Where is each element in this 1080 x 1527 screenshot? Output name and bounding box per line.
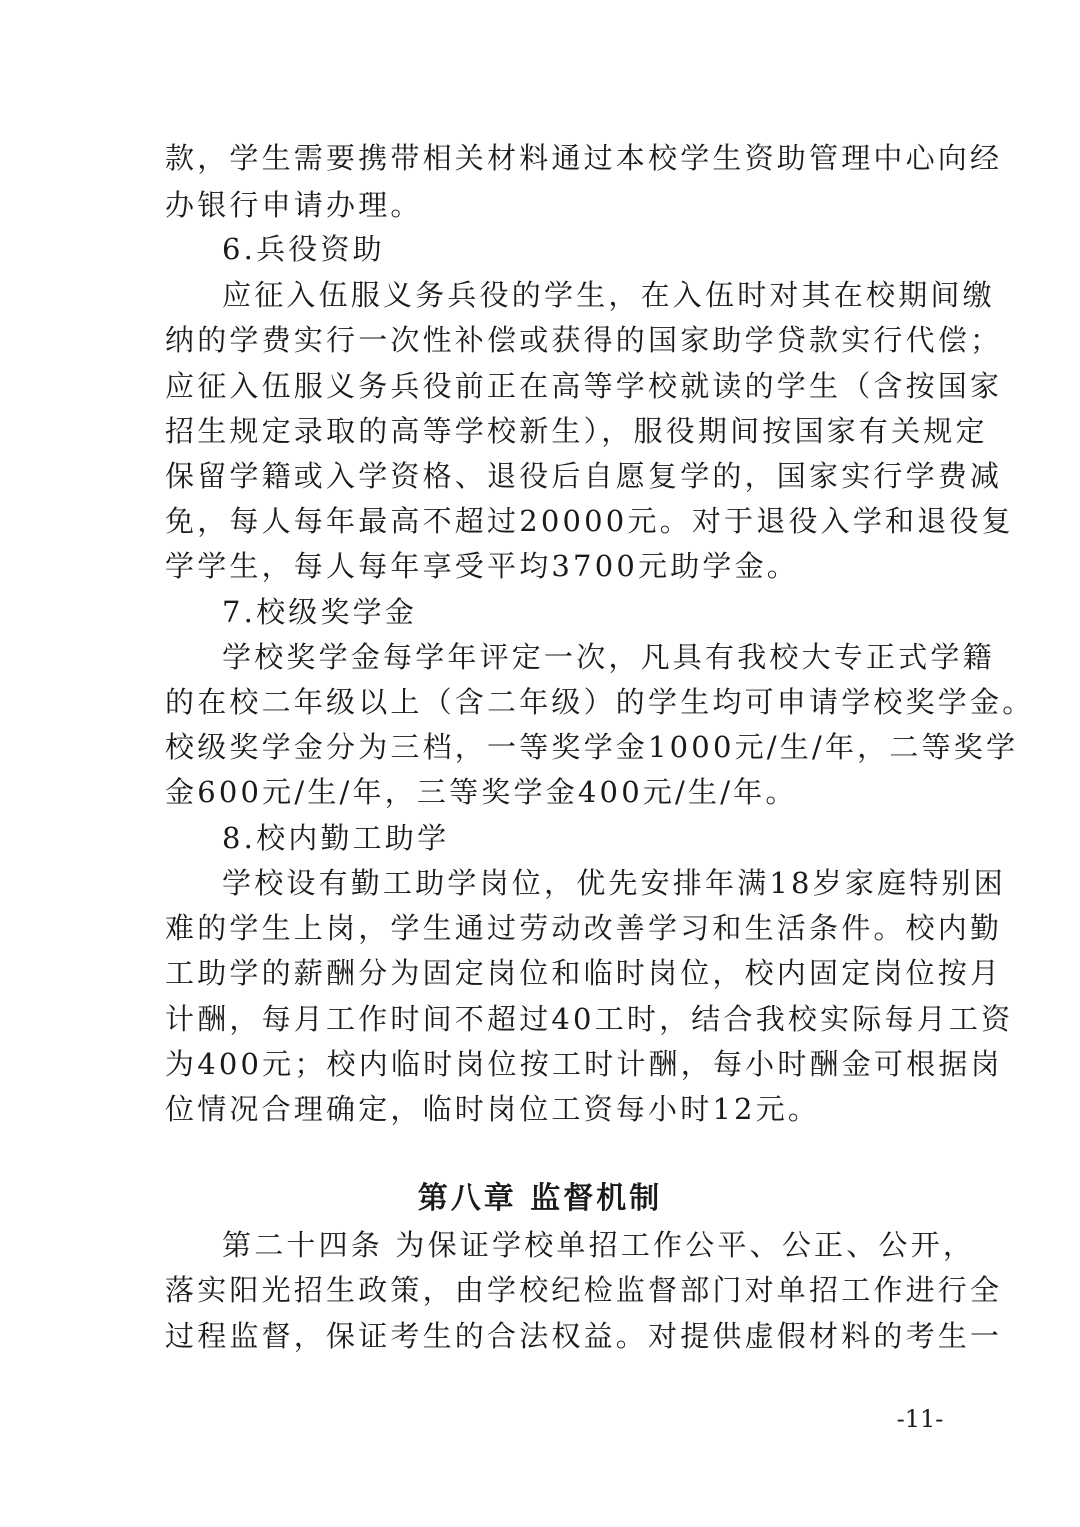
body-line: 保留学籍或入学资格、退役后自愿复学的，国家实行学费减 [165,459,1003,493]
body-line: 款，学生需要携带相关材料通过本校学生资助管理中心向经 [165,141,1003,175]
article-line: 第二十四条 为保证学校单招工作公平、公正、公开， [222,1228,976,1262]
chapter-heading: 第八章 监督机制 [417,1181,663,1216]
body-line: 落实阳光招生政策，由学校纪检监督部门对单招工作进行全 [165,1273,1003,1307]
body-line: 计酬，每月工作时间不超过40工时，结合我校实际每月工资 [165,1002,1014,1036]
body-line: 位情况合理确定，临时岗位工资每小时12元。 [165,1092,821,1126]
body-line: 应征入伍服义务兵役前正在高等学校就读的学生（含按国家 [165,369,1003,403]
body-line: 金600元/生/年，三等奖学金400元/生/年。 [165,775,798,809]
body-line: 工助学的薪酬分为固定岗位和临时岗位，校内固定岗位按月 [165,956,1003,990]
body-line: 办银行申请办理。 [165,188,423,222]
body-line: 为400元；校内临时岗位按工时计酬，每小时酬金可根据岗 [165,1047,1003,1081]
body-line: 难的学生上岗，学生通过劳动改善学习和生活条件。校内勤 [165,911,1003,945]
body-line: 的在校二年级以上（含二年级）的学生均可申请学校奖学金。 [165,685,1035,719]
body-line: 学学生，每人每年享受平均3700元助学金。 [165,549,800,583]
body-line: 应征入伍服义务兵役的学生，在入伍时对其在校期间缴 [222,278,995,312]
body-line: 纳的学费实行一次性补偿或获得的国家助学贷款实行代偿； [165,323,1003,357]
body-line: 学校奖学金每学年评定一次，凡具有我校大专正式学籍 [222,640,995,674]
body-line: 校级奖学金分为三档，一等奖学金1000元/生/年，二等奖学 [165,730,1019,764]
body-line: 招生规定录取的高等学校新生），服役期间按国家有关规定 [165,414,988,448]
body-line: 学校设有勤工助学岗位，优先安排年满18岁家庭特别困 [222,866,1006,900]
page-number: -11- [896,1405,944,1433]
section-heading-school-scholarship: 7.校级奖学金 [222,595,418,629]
section-heading-military-aid: 6.兵役资助 [222,232,385,266]
body-line: 免，每人每年最高不超过20000元。对于退役入学和退役复 [165,504,1014,538]
section-heading-work-study: 8.校内勤工助学 [222,821,450,855]
body-line: 过程监督，保证考生的合法权益。对提供虚假材料的考生一 [165,1319,1003,1353]
